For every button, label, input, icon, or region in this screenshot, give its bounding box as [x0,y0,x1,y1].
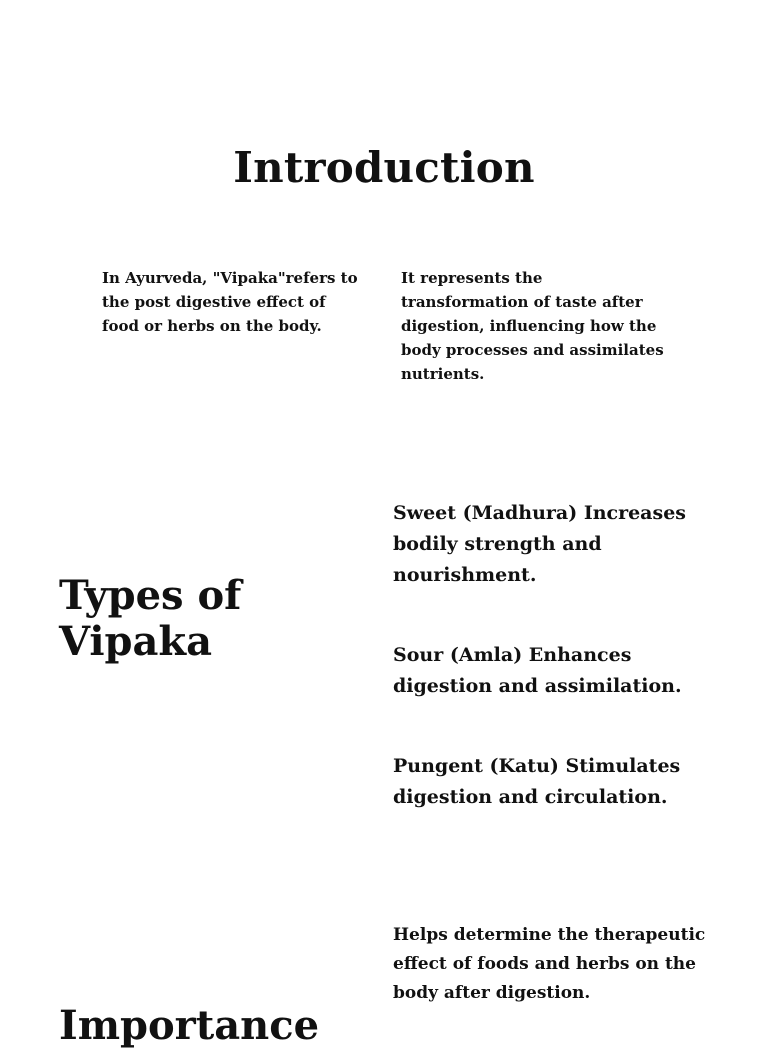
intro-paragraph-left: In Ayurveda, "Vipaka"refers to the post digestive effect of food or herbs on the body. [102,269,358,335]
vipaka-type-sweet: Sweet (Madhura) Increases bodily strength and nourishment. [393,502,686,586]
importance-heading: Importance [59,1002,320,1049]
introduction-heading: Introduction [233,143,535,193]
types-heading: Types of Vipaka [59,572,242,666]
intro-paragraph-right: It represents the transformation of taste after digestion, influencing how the body processes and assimilates nutrients. [401,269,664,383]
importance-paragraph: Helps determine the therapeutic effect of foods and herbs on the body after digestion. [393,925,706,1003]
vipaka-type-pungent: Pungent (Katu) Stimulates digestion and circulation. [393,755,681,808]
vipaka-type-sour: Sour (Amla) Enhances digestion and assimilation. [393,644,682,697]
